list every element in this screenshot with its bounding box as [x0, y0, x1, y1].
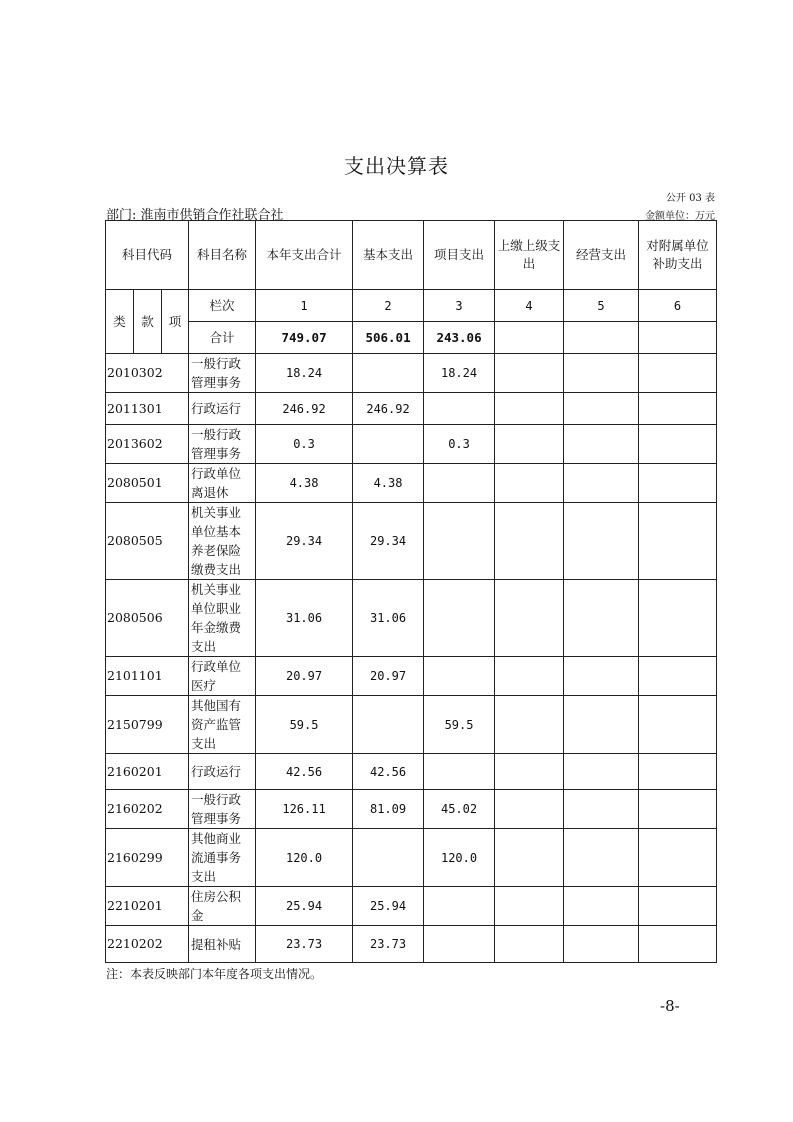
header-business: 经营支出	[564, 221, 639, 290]
form-number: 公开 03 表	[665, 193, 715, 204]
row-total: 29.34	[256, 503, 353, 580]
row-business	[564, 926, 639, 963]
header-upper: 上缴上级支出	[495, 221, 564, 290]
row-business	[564, 829, 639, 887]
row-subsidy	[639, 754, 717, 790]
row-upper	[495, 503, 564, 580]
header-subject-name: 科目名称	[189, 221, 256, 290]
header-project: 项目支出	[424, 221, 495, 290]
subject-name: 一般行政管理事务	[189, 790, 256, 829]
department-label: 部门: 淮南市供销合作社联合社	[106, 208, 284, 223]
amount-unit: 金额单位：万元	[645, 211, 715, 222]
row-total: 0.3	[256, 425, 353, 464]
row-project: 0.3	[424, 425, 495, 464]
row-subsidy	[639, 926, 717, 963]
header-kuan: 款	[134, 290, 162, 354]
subject-name: 行政运行	[189, 393, 256, 425]
subject-code: 2101101	[106, 657, 189, 696]
row-total: 246.92	[256, 393, 353, 425]
row-basic	[353, 696, 424, 754]
header-basic: 基本支出	[353, 221, 424, 290]
total-subsidy	[639, 322, 717, 354]
row-business	[564, 503, 639, 580]
row-project: 120.0	[424, 829, 495, 887]
col-num: 4	[495, 290, 564, 322]
row-upper	[495, 790, 564, 829]
subject-code: 2080506	[106, 580, 189, 657]
col-num: 5	[564, 290, 639, 322]
row-upper	[495, 580, 564, 657]
header-xiang: 项	[162, 290, 189, 354]
total-basic: 506.01	[353, 322, 424, 354]
row-basic	[353, 354, 424, 393]
row-upper	[495, 425, 564, 464]
subject-code: 2160202	[106, 790, 189, 829]
subject-name: 机关事业单位基本养老保险缴费支出	[189, 503, 256, 580]
total-upper	[495, 322, 564, 354]
row-basic: 20.97	[353, 657, 424, 696]
subject-name: 提租补贴	[189, 926, 256, 963]
row-project: 18.24	[424, 354, 495, 393]
table-row	[106, 754, 717, 790]
row-subsidy	[639, 464, 717, 503]
table-row	[106, 503, 717, 580]
row-basic: 31.06	[353, 580, 424, 657]
row-upper	[495, 354, 564, 393]
subject-name: 行政运行	[189, 754, 256, 790]
column-number-row	[106, 290, 717, 322]
row-upper	[495, 657, 564, 696]
table-row	[106, 393, 717, 425]
col-num: 1	[256, 290, 353, 322]
col-num: 3	[424, 290, 495, 322]
row-basic: 23.73	[353, 926, 424, 963]
subject-code: 2160299	[106, 829, 189, 887]
row-upper	[495, 696, 564, 754]
row-subsidy	[639, 657, 717, 696]
subject-code: 2010302	[106, 354, 189, 393]
table-row	[106, 887, 717, 926]
row-business	[564, 754, 639, 790]
total-amount: 749.07	[256, 322, 353, 354]
row-upper	[495, 829, 564, 887]
column-label: 栏次	[189, 290, 256, 322]
row-business	[564, 657, 639, 696]
table-row	[106, 926, 717, 963]
row-upper	[495, 464, 564, 503]
row-total: 23.73	[256, 926, 353, 963]
row-business	[564, 790, 639, 829]
row-total: 18.24	[256, 354, 353, 393]
subject-name: 一般行政管理事务	[189, 354, 256, 393]
col-num: 2	[353, 290, 424, 322]
row-subsidy	[639, 696, 717, 754]
row-project	[424, 393, 495, 425]
row-basic	[353, 829, 424, 887]
subject-name: 行政单位离退休	[189, 464, 256, 503]
subject-code: 2160201	[106, 754, 189, 790]
row-project	[424, 657, 495, 696]
row-project: 59.5	[424, 696, 495, 754]
row-basic	[353, 425, 424, 464]
row-basic: 29.34	[353, 503, 424, 580]
table-row	[106, 696, 717, 754]
subject-name: 机关事业单位职业年金缴费支出	[189, 580, 256, 657]
subject-name: 一般行政管理事务	[189, 425, 256, 464]
row-subsidy	[639, 829, 717, 887]
row-business	[564, 464, 639, 503]
subject-code: 2210201	[106, 887, 189, 926]
table-row	[106, 464, 717, 503]
row-project: 45.02	[424, 790, 495, 829]
row-project	[424, 926, 495, 963]
row-subsidy	[639, 393, 717, 425]
table-row	[106, 425, 717, 464]
row-basic: 246.92	[353, 393, 424, 425]
subject-name: 其他商业流通事务支出	[189, 829, 256, 887]
row-total: 31.06	[256, 580, 353, 657]
table-row	[106, 354, 717, 393]
table-row	[106, 829, 717, 887]
row-subsidy	[639, 425, 717, 464]
row-business	[564, 887, 639, 926]
row-subsidy	[639, 503, 717, 580]
header-lei: 类	[106, 290, 134, 354]
row-project	[424, 887, 495, 926]
row-total: 126.11	[256, 790, 353, 829]
row-subsidy	[639, 790, 717, 829]
col-num: 6	[639, 290, 717, 322]
row-total: 42.56	[256, 754, 353, 790]
row-upper	[495, 393, 564, 425]
row-basic: 25.94	[353, 887, 424, 926]
row-total: 59.5	[256, 696, 353, 754]
footnote: 注：本表反映部门本年度各项支出情况。	[106, 967, 323, 981]
subject-code: 2080505	[106, 503, 189, 580]
row-project	[424, 464, 495, 503]
page-title: 支出决算表	[344, 154, 449, 178]
row-project	[424, 580, 495, 657]
table-row	[106, 790, 717, 829]
sum-label: 合计	[189, 322, 256, 354]
row-basic: 42.56	[353, 754, 424, 790]
row-total: 4.38	[256, 464, 353, 503]
row-business	[564, 425, 639, 464]
expenditure-table	[105, 220, 717, 963]
total-row	[106, 322, 717, 354]
subject-name: 其他国有资产监管支出	[189, 696, 256, 754]
row-total: 20.97	[256, 657, 353, 696]
row-subsidy	[639, 354, 717, 393]
row-upper	[495, 887, 564, 926]
row-total: 25.94	[256, 887, 353, 926]
subject-name: 住房公积金	[189, 887, 256, 926]
row-upper	[495, 926, 564, 963]
subject-code: 2013602	[106, 425, 189, 464]
page-number: -8-	[660, 997, 680, 1015]
row-subsidy	[639, 580, 717, 657]
subject-code: 2150799	[106, 696, 189, 754]
subject-name: 行政单位医疗	[189, 657, 256, 696]
subject-code: 2210202	[106, 926, 189, 963]
table-row	[106, 657, 717, 696]
row-business	[564, 393, 639, 425]
header-row	[106, 221, 717, 290]
header-total: 本年支出合计	[256, 221, 353, 290]
row-upper	[495, 754, 564, 790]
subject-code: 2080501	[106, 464, 189, 503]
row-basic: 4.38	[353, 464, 424, 503]
header-subject-code: 科目代码	[106, 221, 189, 290]
total-project: 243.06	[424, 322, 495, 354]
subject-code: 2011301	[106, 393, 189, 425]
row-business	[564, 354, 639, 393]
row-business	[564, 696, 639, 754]
row-basic: 81.09	[353, 790, 424, 829]
row-total: 120.0	[256, 829, 353, 887]
row-subsidy	[639, 887, 717, 926]
row-project	[424, 754, 495, 790]
total-business	[564, 322, 639, 354]
row-business	[564, 580, 639, 657]
header-subsidy: 对附属单位补助支出	[639, 221, 717, 290]
table-row	[106, 580, 717, 657]
row-project	[424, 503, 495, 580]
